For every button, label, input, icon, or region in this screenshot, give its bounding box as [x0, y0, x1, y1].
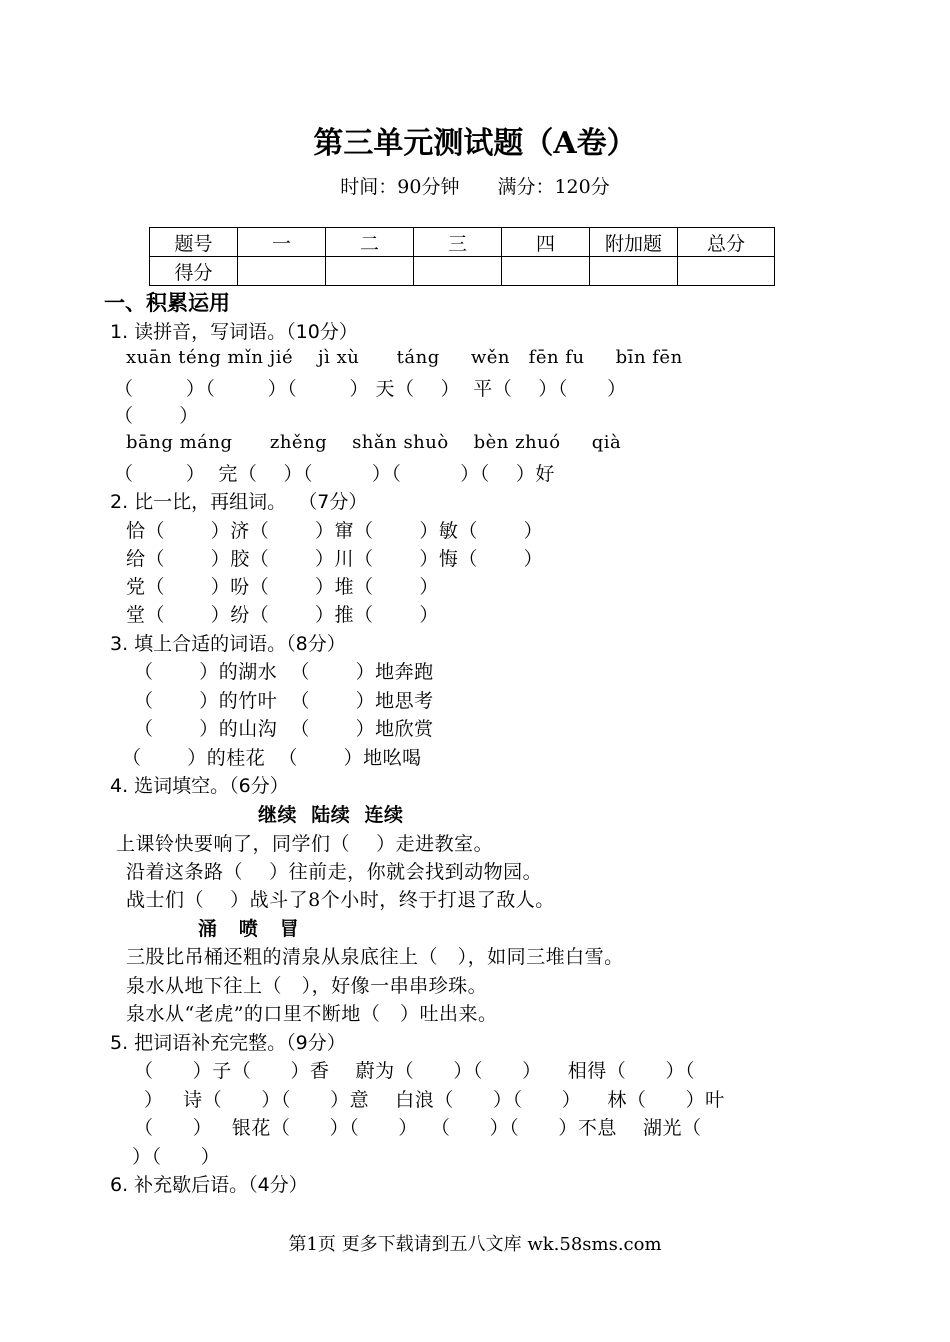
exam-time-score: 时间：90分钟 满分：120分 [340, 176, 610, 198]
score-table-header-cell: 一 [238, 228, 326, 257]
score-table-header-cell: 四 [502, 228, 590, 257]
score-table-header-cell: 题号 [150, 228, 238, 257]
question-4-label: 4. 选词填空。（6分） [110, 775, 289, 797]
sentence-line: 战士们（ ）战斗了8个小时，终于打退了敌人。 [126, 889, 555, 911]
word-choices: 继续 陆续 连续 [258, 804, 404, 826]
idiom-line: （ ）子（ ）香 蔚为（ ）（ ） 相得（ ）（ [134, 1060, 696, 1082]
idiom-line: （ ） 银花（ ）（ ） （ ）（ ）不息 湖光（ [134, 1117, 702, 1139]
pinyin-line: xuān téng mǐn jié jì xù táng wěn fēn fu bīn fēn [126, 347, 683, 368]
page-title: 第三单元测试题（A卷） [313, 126, 637, 161]
compare-line: 恰（ ）济（ ）窜（ ）敏（ ） [126, 520, 544, 542]
section-heading: 一、积累运用 [104, 291, 230, 315]
pinyin-line: bāng máng zhěng shǎn shuò bèn zhuó qià [126, 432, 622, 453]
question-2-label: 2. 比一比，再组词。 （7分） [110, 491, 368, 513]
question-5-label: 5. 把词语补充完整。（9分） [110, 1032, 346, 1054]
score-table-score-row [150, 257, 775, 286]
score-cell [502, 257, 590, 286]
score-cell [326, 257, 414, 286]
score-cell [678, 257, 775, 286]
score-table-header-cell: 二 [326, 228, 414, 257]
word-choices: 涌 喷 冒 [198, 918, 300, 940]
sentence-line: 上课铃快要响了，同学们（ ）走进教室。 [116, 833, 494, 855]
score-table-header-cell: 附加题 [590, 228, 678, 257]
answer-line: （ ） 完（ ）（ ）（ ）（ ）好 [114, 463, 555, 485]
question-3-label: 3. 填上合适的词语。（8分） [110, 633, 346, 655]
sentence-line: 泉水从“老虎”的口里不断地（ ）吐出来。 [126, 1003, 498, 1025]
page-footer: 第1页 更多下载请到五八文库 wk.58sms.com [288, 1234, 662, 1255]
score-table-header-cell: 总分 [678, 228, 775, 257]
answer-line: （ ）（ ）（ ） 天（ ） 平（ ）（ ） [114, 378, 627, 400]
question-6-label: 6. 补充歇后语。（4分） [110, 1174, 308, 1196]
fill-line: （ ）的竹叶 （ ）地思考 [134, 690, 434, 712]
compare-line: 堂（ ）纷（ ）推（ ） [126, 604, 439, 626]
compare-line: 党（ ）吩（ ）堆（ ） [126, 576, 439, 598]
score-cell [414, 257, 502, 286]
score-cell [238, 257, 326, 286]
answer-line: （ ） [114, 405, 199, 427]
idiom-line: ） 诗（ ）（ ）意 白浪（ ）（ ） 林（ ）叶 [144, 1089, 725, 1111]
fill-line: （ ）的湖水 （ ）地奔跑 [134, 661, 434, 683]
score-cell [590, 257, 678, 286]
score-table-row-label: 得分 [150, 257, 238, 286]
sentence-line: 三股比吊桶还粗的清泉从泉底往上（ ），如同三堆白雪。 [126, 946, 624, 968]
idiom-line: ）（ ） [132, 1146, 221, 1168]
sentence-line: 泉水从地下往上（ ），好像一串串珍珠。 [126, 975, 488, 997]
score-table-header-cell: 三 [414, 228, 502, 257]
fill-line: （ ）的山沟 （ ）地欣赏 [134, 718, 434, 740]
question-1-label: 1. 读拼音，写词语。（10分） [110, 321, 358, 343]
sentence-line: 沿着这条路（ ）往前走，你就会找到动物园。 [126, 861, 543, 883]
score-table [149, 227, 775, 286]
compare-line: 给（ ）胶（ ）川（ ）悔（ ） [126, 548, 544, 570]
fill-line: （ ）的桂花 （ ）地吆喝 [122, 747, 422, 769]
score-table-header-row [150, 228, 775, 257]
